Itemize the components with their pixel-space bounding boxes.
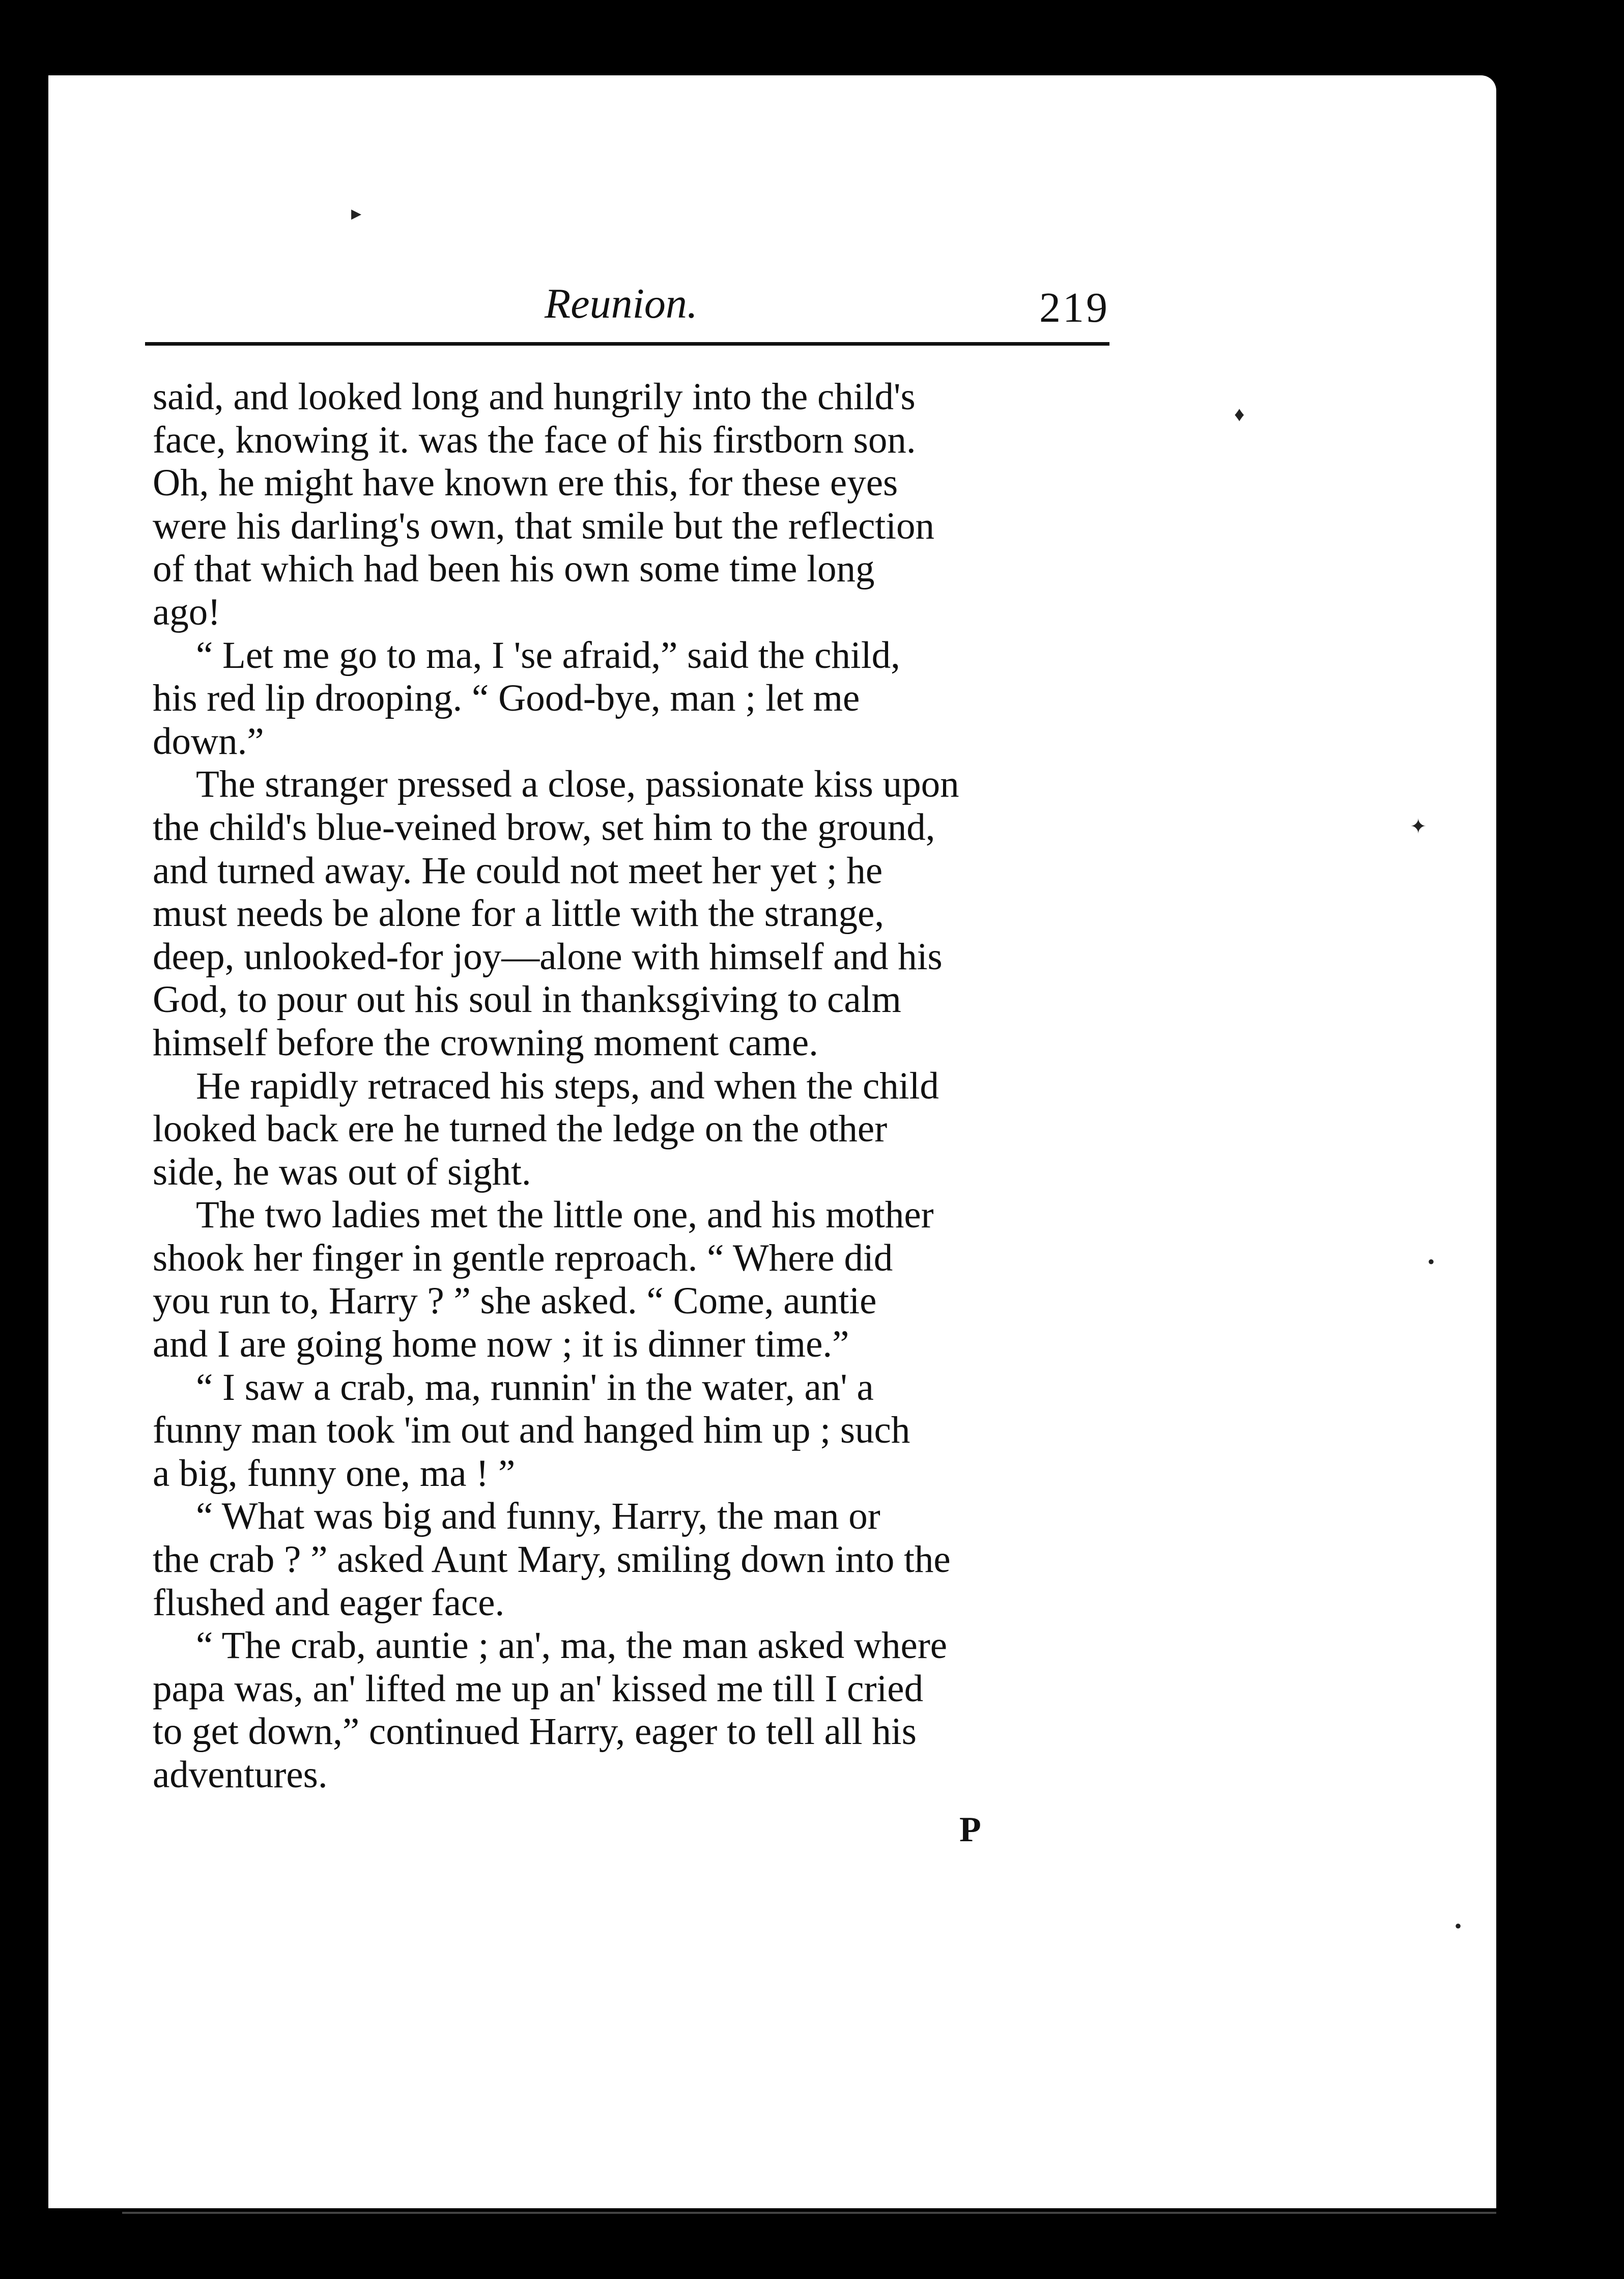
text-line: “ I saw a crab, ma, runnin' in the water, an' a bbox=[196, 1366, 874, 1409]
text-line: adventures. bbox=[153, 1754, 328, 1796]
page-bottom-edge bbox=[122, 2212, 1496, 2214]
text-line: side, he was out of sight. bbox=[153, 1150, 531, 1193]
header-rule bbox=[145, 342, 1109, 346]
text-line: Oh, he might have known ere this, for these eyes bbox=[153, 462, 898, 504]
signature-mark: P bbox=[959, 1810, 981, 1849]
page-number: 219 bbox=[1039, 284, 1109, 331]
text-line: He rapidly retraced his steps, and when the child bbox=[196, 1064, 939, 1107]
text-line: the crab ? ” asked Aunt Mary, smiling down into the bbox=[153, 1538, 951, 1581]
text-line: The two ladies met the little one, and his mother bbox=[196, 1194, 934, 1236]
text-line: were his darling's own, that smile but the reflection bbox=[153, 504, 935, 547]
body-text bbox=[153, 376, 1125, 1797]
page-header bbox=[148, 279, 1109, 335]
scan-speck: • bbox=[1455, 1915, 1462, 1937]
right-page-edge bbox=[1494, 61, 1624, 2279]
text-line: must needs be alone for a little with the strange, bbox=[153, 892, 885, 935]
text-line: ago! bbox=[153, 590, 221, 633]
text-line: looked back ere he turned the ledge on the other bbox=[153, 1108, 888, 1150]
text-line: funny man took 'im out and hanged him up ; such bbox=[153, 1409, 910, 1452]
text-line: you run to, Harry ? ” she asked. “ Come, auntie bbox=[153, 1280, 877, 1323]
scan-speck: • bbox=[1428, 1250, 1435, 1273]
text-line: shook her finger in gentle reproach. “ Where did bbox=[153, 1236, 893, 1279]
text-line: of that which had been his own some time long bbox=[153, 548, 875, 590]
scan-speck: ▸ bbox=[351, 202, 362, 224]
text-line: “ Let me go to ma, I 'se afraid,” said the child, bbox=[196, 634, 900, 677]
text-line: and turned away. He could not meet her yet ; he bbox=[153, 849, 883, 892]
text-line: to get down,” continued Harry, eager to tell all his bbox=[153, 1710, 917, 1753]
text-line: his red lip drooping. “ Good-bye, man ; let me bbox=[153, 677, 860, 720]
scan-speck: ✦ bbox=[1410, 815, 1427, 838]
text-line: God, to pour out his soul in thanksgiving to calm bbox=[153, 978, 901, 1021]
text-line: papa was, an' lifted me up an' kissed me till I cried bbox=[153, 1667, 924, 1710]
text-line: “ The crab, auntie ; an', ma, the man asked where bbox=[196, 1624, 948, 1667]
text-line: face, knowing it. was the face of his firstborn son. bbox=[153, 418, 916, 461]
scan-speck: ♦ bbox=[1234, 403, 1245, 426]
text-line: and I are going home now ; it is dinner time.” bbox=[153, 1323, 849, 1366]
text-line: “ What was big and funny, Harry, the man or bbox=[196, 1495, 880, 1538]
text-line: flushed and eager face. bbox=[153, 1581, 505, 1624]
text-line: said, and looked long and hungrily into the child's bbox=[153, 376, 916, 418]
text-line: the child's blue-veined brow, set him to the ground, bbox=[153, 806, 935, 849]
left-page-edge bbox=[0, 87, 51, 2279]
text-line: a big, funny one, ma ! ” bbox=[153, 1452, 516, 1495]
running-head: Reunion. bbox=[545, 280, 698, 327]
text-line: himself before the crowning moment came. bbox=[153, 1021, 818, 1064]
text-line: deep, unlooked-for joy—alone with himself and his bbox=[153, 935, 943, 978]
text-line: down.” bbox=[153, 720, 264, 763]
text-line: The stranger pressed a close, passionate kiss upon bbox=[196, 763, 959, 806]
